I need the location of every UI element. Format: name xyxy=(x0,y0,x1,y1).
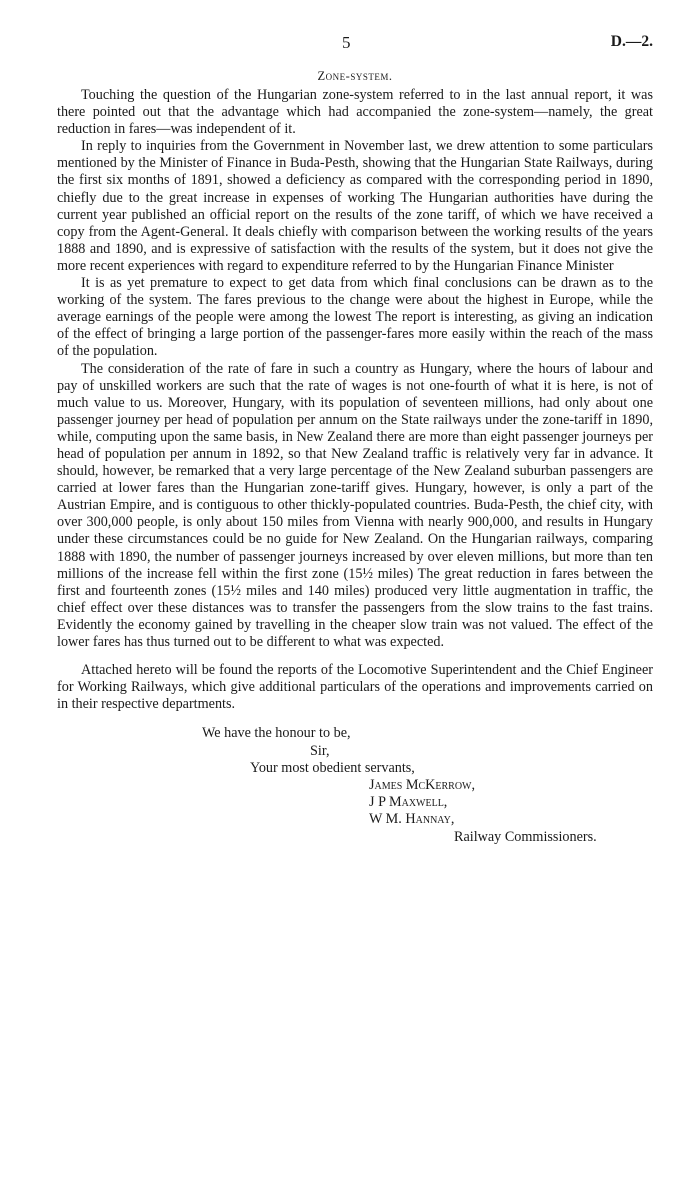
signatory-name: W M. Hannay, xyxy=(369,811,455,828)
signatory-name: J P Maxwell, xyxy=(369,794,448,811)
section-title: Zone-system. xyxy=(317,69,393,83)
closing-sir: Sir, xyxy=(310,742,330,759)
signatory-title: Railway Commissioners. xyxy=(454,828,597,845)
paragraph: In reply to inquiries from the Government in November last, we drew attention to some particulars mentioned by the Minister of Finance in Buda-Pesth, showing that the Hungarian State Railways, during the first six months of 1891, showed a deficiency as compared with the corresponding period in 1890, chiefly due to the great increase in expenses of working The Hungarian authorities have during the current year published an official report on the results of the zone tariff, of which we have received a copy from the Agent-General. It deals chiefly with comparison between the working results of the years 1888 and 1890, and is expressive of satisfaction with the results of the system, but it does not give the more recent experiences with regard to expenditure referred to by the Hungarian Finance Minister xyxy=(57,138,653,274)
page-header xyxy=(57,33,653,61)
body-text xyxy=(57,87,653,713)
document-page xyxy=(57,33,653,846)
closing-block xyxy=(57,725,653,845)
closing-servants: Your most obedient servants, xyxy=(250,759,415,776)
document-reference: D.—2. xyxy=(610,33,653,50)
closing-salutation: We have the honour to be, xyxy=(202,725,351,742)
paragraph: Touching the question of the Hungarian zone-system referred to in the last annual report, it was there pointed out that the advantage which had accompanied the zone-system—namely, the great reduction in fares—was independent of it. xyxy=(57,87,653,138)
paragraph: Attached hereto will be found the reports of the Locomotive Superintendent and the Chief Engineer for Working Railways, which give additional particulars of the operations and improvements carried on in their respective departments. xyxy=(57,662,653,713)
page-number: 5 xyxy=(342,33,351,52)
paragraph: The consideration of the rate of fare in such a country as Hungary, where the hours of labour and pay of unskilled workers are such that the rate of wages is not one-fourth of what it is here, is not of much value to us. Moreover, Hungary, with its population of seventeen millions, had only about one passenger journey per head of population per annum on the State railways under the zone-tariff in 1890, while, computing upon the same basis, in New Zealand there are more than eight passenger journeys per head of population per annum in 1892, so that New Zealand traffic is relatively very far in advance. It should, however, be remarked that a very large percentage of the New Zealand suburban passengers are carried at lower fares than the Hungarian zone-tariff gives. Hungary, however, is only a part of the Austrian Empire, and is contiguous to other thickly-populated countries. Buda-Pesth, the chief city, with over 300,000 people, is only about 150 miles from Vienna with nearly 900,000, and results in Hungary under these circumstances could be no guide for New Zealand. On the Hungarian railways, comparing 1888 with 1890, the number of passenger journeys increased by over eleven millions, but more than ten millions of the increase fell within the first zone (15½ miles) The great reduction in fares between the first and fourteenth zones (15½ miles and 140 miles) produced very little augmentation in traffic, the chief effect over these distances was to transfer the passengers from the slow trains to the fast trains. Evidently the economy gained by travelling in the cheaper slow train was not valued. The effect of the lower fares has thus turned out to be different to what was expected. xyxy=(57,360,653,650)
signatory-name: James McKerrow, xyxy=(369,776,476,793)
paragraph: It is as yet premature to expect to get data from which final conclusions can be drawn as to the working of the system. The fares previous to the change were about the highest in Europe, while the average earnings of the people were among the lowest The report is interesting, as giving an indication of the effect of bringing a large portion of the passenger-fares more easily within the reach of the mass of the population. xyxy=(57,275,653,360)
